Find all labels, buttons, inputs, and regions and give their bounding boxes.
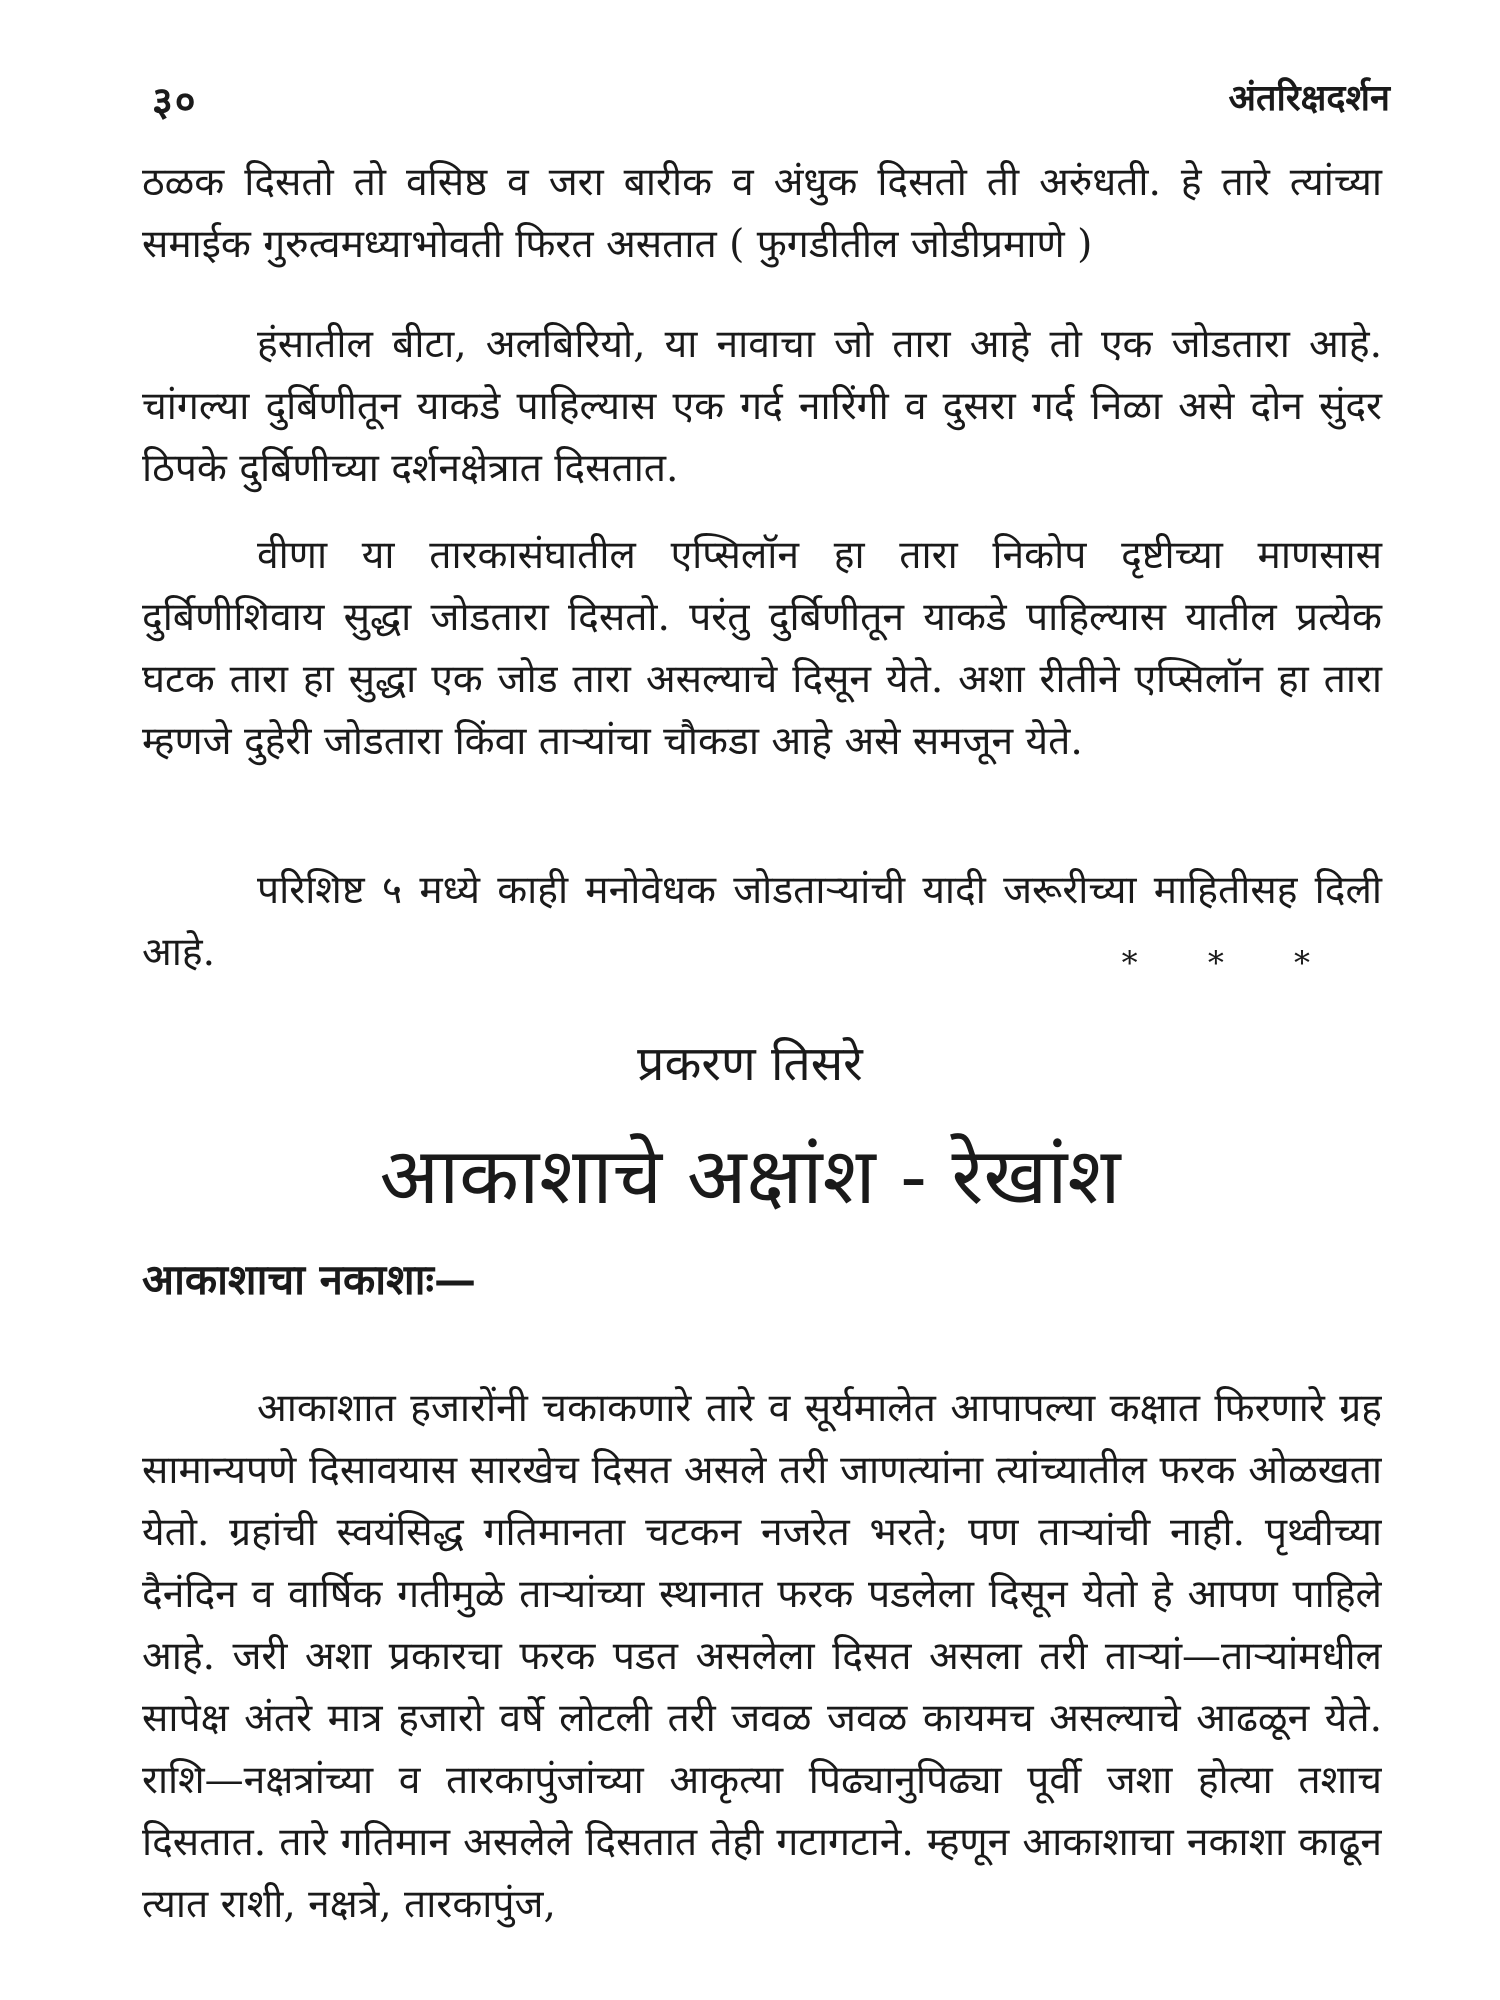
page-number: ३० [152, 78, 198, 125]
paragraph-epsilon-lyrae: वीणा या तारकासंघातील एप्सिलॉन हा तारा निकोप दृष्टीच्या माणसास दुर्बिणीशिवाय सुद्धा जोडतारा दिसतो. परंतु दुर्बिणीतून याकडे पाहिल्यास यातील प्रत्येक घटक तारा हा सुद्धा एक जोड तारा असल्याचे दिसून येते. अशा रीतीने एप्सिलॉन हा तारा म्हणजे दुहेरी जोडतारा किंवा ताऱ्यांचा चौकडा आहे असे समजून येते. [142, 533, 1382, 764]
section-break-asterisks: * * * [1121, 944, 1340, 982]
chapter-title: आकाशाचे अक्षांश - रेखांश [379, 1132, 1121, 1222]
running-head: अंतरिक्षदर्शन [1228, 77, 1390, 119]
paragraph-albireo: हंसातील बीटा, अलबिरियो, या नावाचा जो तारा आहे तो एक जोडतारा आहे. चांगल्या दुर्बिणीतून याकडे पाहिल्यास एक गर्द नारिंगी व दुसरा गर्द निळा असे दोन सुंदर ठिपके दुर्बिणीच्या दर्शनक्षेत्रात दिसतात. [142, 322, 1382, 491]
section-heading: आकाशाचा नकाशाः— [142, 1255, 477, 1304]
paragraph-sky-map: आकाशात हजारोंनी चकाकणारे तारे व सूर्यमालेत आपापल्या कक्षात फिरणारे ग्रह सामान्यपणे दिसावयास सारखेच दिसत असले तरी जाणत्यांना त्यांच्यातील फरक ओळखता येतो. ग्रहांची स्वयंसिद्ध गतिमानता चटकन नजरेत भरते; पण ताऱ्यांची नाही. पृथ्वीच्या दैनंदिन व वार्षिक गतीमुळे ताऱ्यांच्या स्थानात फरक पडलेला दिसून येतो हे आपण पाहिले आहे. जरी अशा प्रकारचा फरक पडत असलेला दिसत असला तरी ताऱ्यां—ताऱ्यांमधील सापेक्ष अंतरे मात्र हजारो वर्षे लोटली तरी जवळ जवळ कायमच असल्याचे आढळून येते. राशि—नक्षत्रांच्या व तारकापुंजांच्या आकृत्या पिढ्यानुपिढ्या पूर्वी जशा होत्या तशाच दिसतात. तारे गतिमान असलेले दिसतात तेही गटागटाने. म्हणून आकाशाचा नकाशा काढून त्यात राशी, नक्षत्रे, तारकापुंज, [142, 1386, 1382, 1927]
paragraph-appendix-note: परिशिष्ट ५ मध्ये काही मनोवेधक जोडताऱ्यांची यादी जरूरीच्या माहितीसह दिली आहे. [142, 868, 1382, 975]
chapter-label: प्रकरण तिसरे [637, 1036, 863, 1092]
paragraph-continued: ठळक दिसतो तो वसिष्ठ व जरा बारीक व अंधुक दिसतो ती अरुंधती. हे तारे त्यांच्या समाईक गुरुत्वमध्याभोवती फिरत असतात ( फुगडीतील जोडीप्रमाणे ) [142, 160, 1382, 267]
